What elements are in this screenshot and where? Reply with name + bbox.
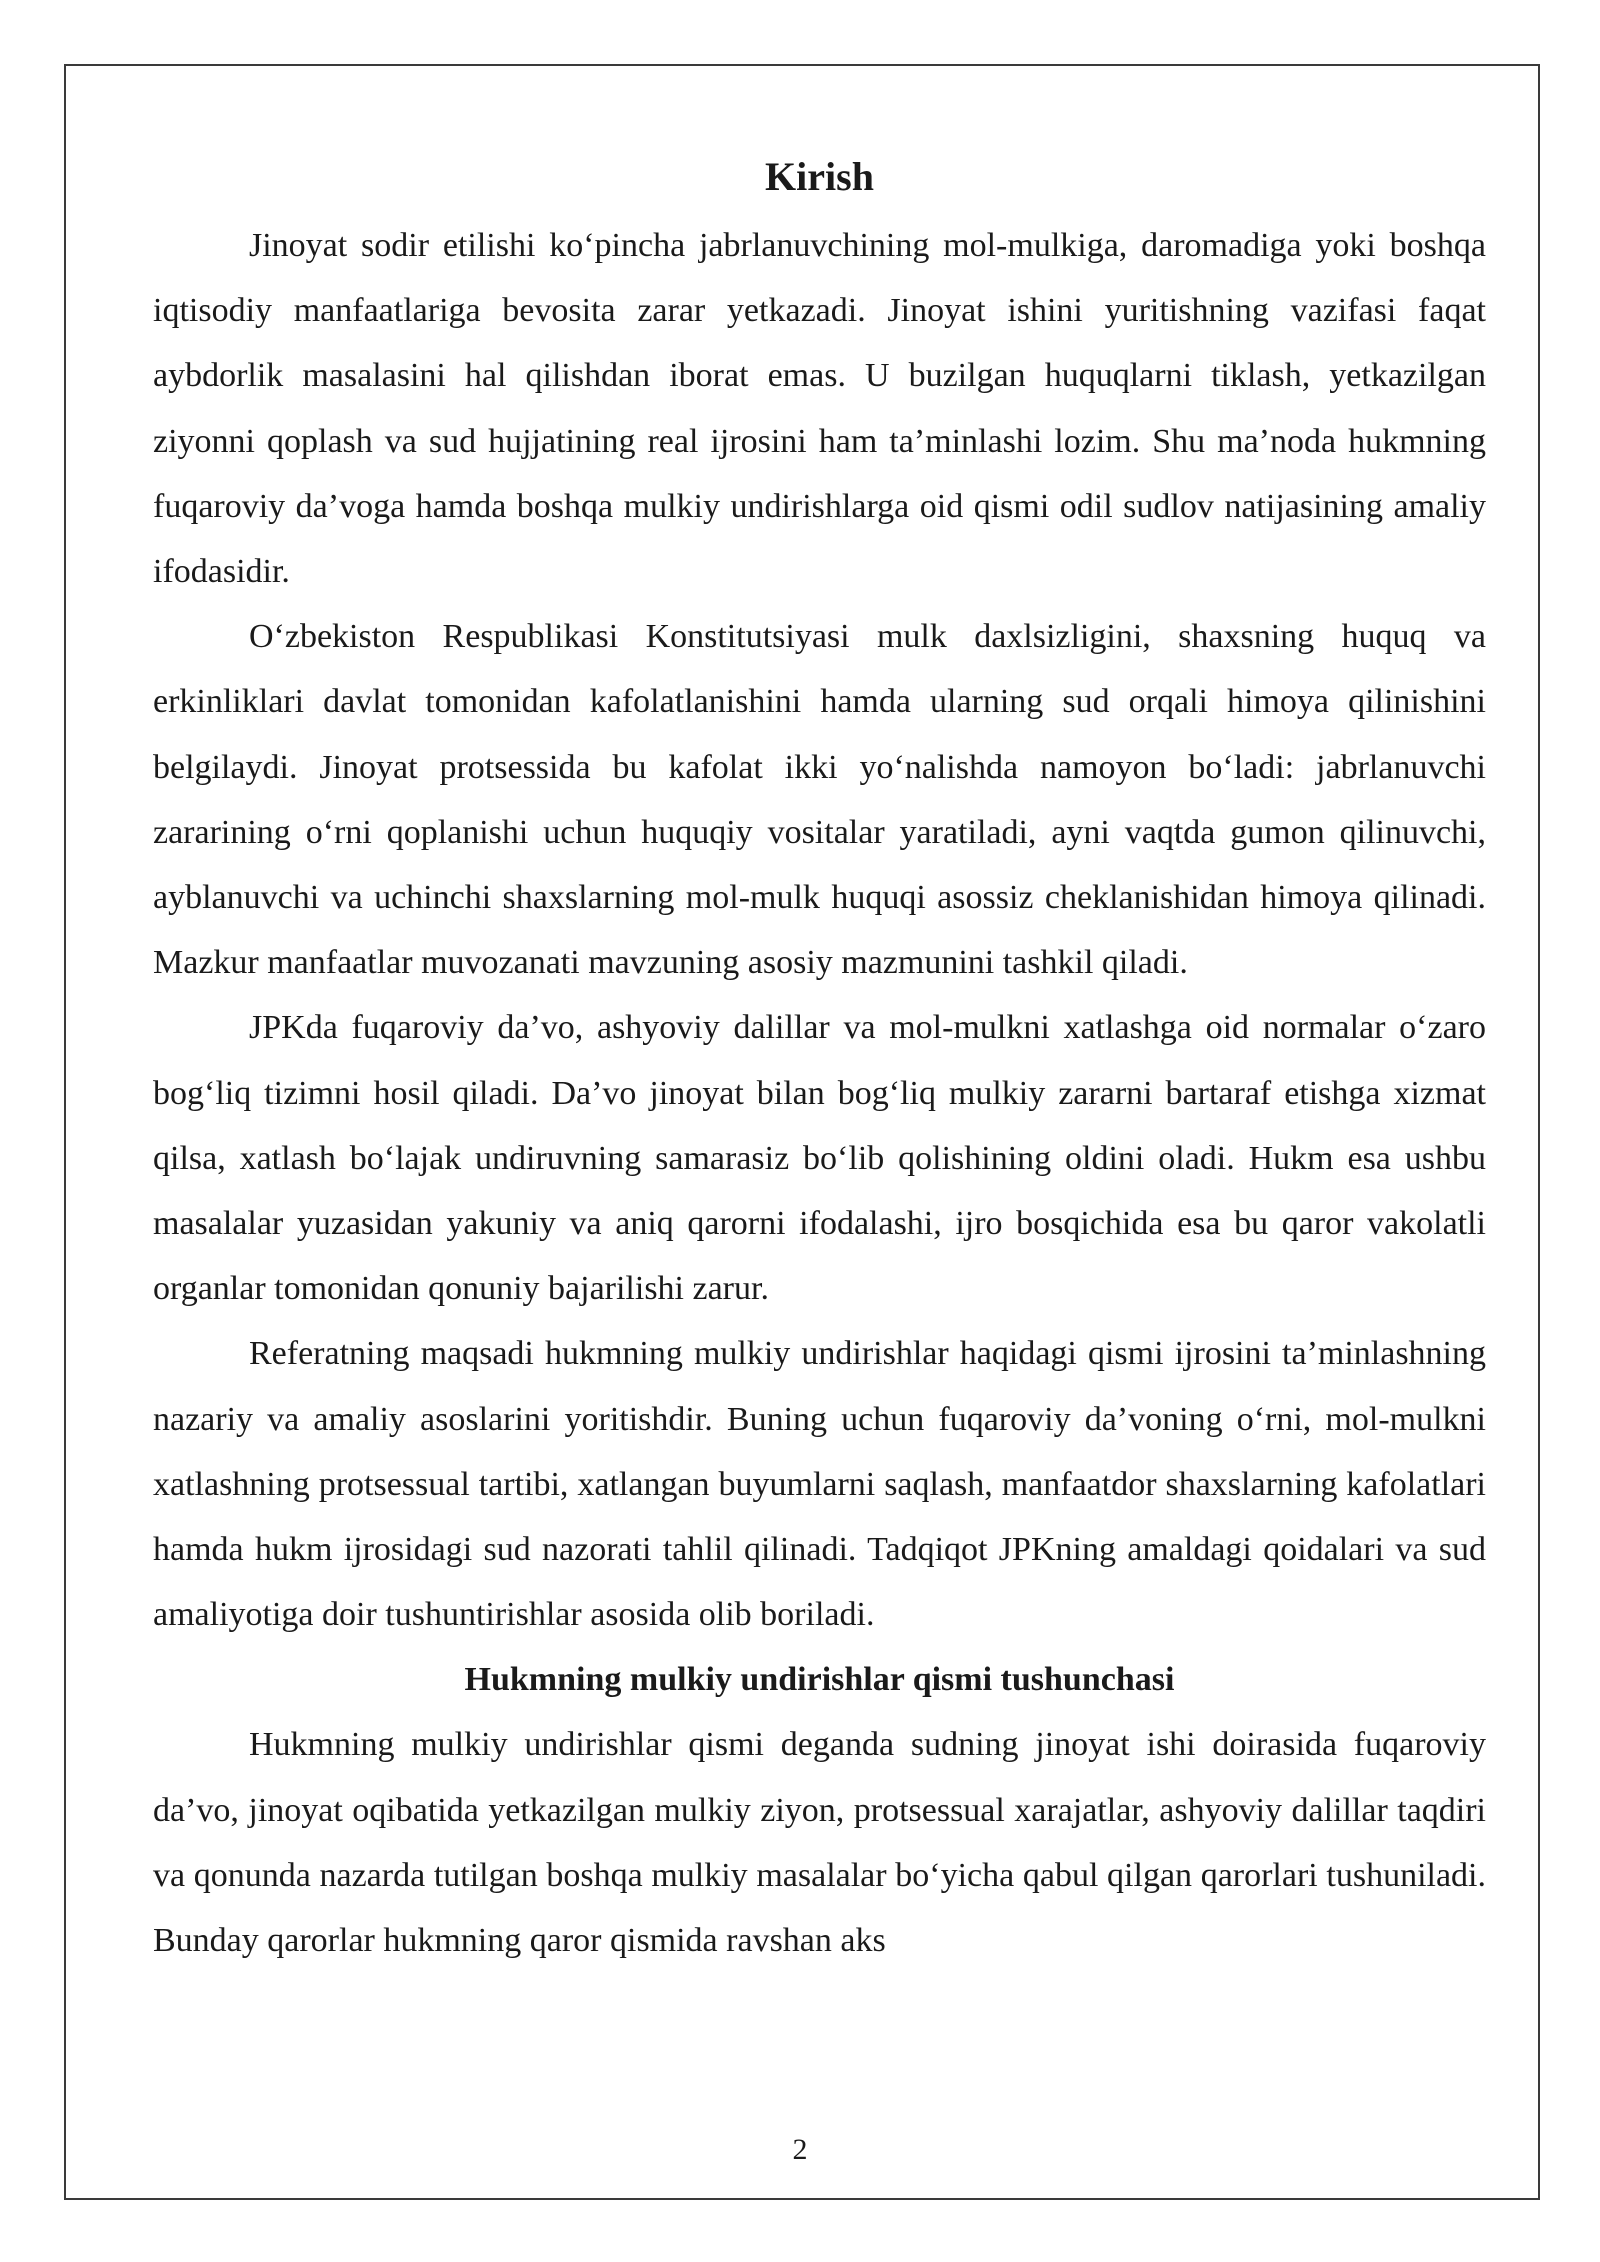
section-heading-concept: Hukmning mulkiy undirishlar qismi tushunchasi (464, 1661, 1175, 1699)
paragraph-intro-4: Referatning maqsadi hukmning mulkiy undirishlar haqidagi qismi ijrosini ta’minlashning nazariy va amaliy asoslarini yoritishdir. Buning uchun fuqaroviy da’voning o‘rni, mol-mulkni xatlashning protsessual tartibi, xatlangan buyumlarni saqlash, manfaatdor shaxslarning kafolatlari hamda hukm ijrosidagi sud nazorati tahlil qilinadi. Tadqiqot JPKning amaldagi qoidalari va sud amaliyotiga doir tushuntirishlar asosida olib boriladi. (153, 1335, 1486, 1634)
paragraph-intro-1: Jinoyat sodir etilishi ko‘pincha jabrlanuvchining mol-mulkiga, daromadiga yoki boshqa iqtisodiy manfaatlariga bevosita zarar yetkazadi. Jinoyat ishini yuritishning vazifasi faqat aybdorlik masalasini hal qilishdan iborat emas. U buzilgan huquqlarni tiklash, yetkazilgan ziyonni qoplash va sud hujjatining real ijrosini ham ta’minlashi lozim. Shu ma’noda hukmning fuqaroviy da’voga hamda boshqa mulkiy undirishlarga oid qismi odil sudlov natijasining amaliy ifodasidir. (153, 227, 1486, 591)
paragraph-intro-3: JPKda fuqaroviy da’vo, ashyoviy dalillar va mol-mulkni xatlashga oid normalar o‘zaro bog‘liq tizimni hosil qiladi. Da’vo jinoyat bilan bog‘liq mulkiy zararni bartaraf etishga xizmat qilsa, xatlash bo‘lajak undiruvning samarasiz bo‘lib qolishining oldini oladi. Hukm esa ushbu masalalar yuzasidan yakuniy va aniq qarorni ifodalashi, ijro bosqichida esa bu qaror vakolatli organlar tomonidan qonuniy bajarilishi zarur. (153, 1009, 1486, 1308)
paragraph-intro-2: O‘zbekiston Respublikasi Konstitutsiyasi mulk daxlsizligini, shaxsning huquq va erkinliklari davlat tomonidan kafolatlanishini hamda ularning sud orqali himoya qilinishini belgilaydi. Jinoyat protsessida bu kafolat ikki yo‘nalishda namoyon bo‘ladi: jabrlanuvchi zararining o‘rni qoplanishi uchun huquqiy vositalar yaratiladi, ayni vaqtda gumon qilinuvchi, ayblanuvchi va uchinchi shaxslarning mol-mulk huquqi asossiz cheklanishidan himoya qilinadi. Mazkur manfaatlar muvozanati mavzuning asosiy mazmunini tashkil qiladi. (153, 618, 1486, 982)
document-body (153, 141, 1486, 1973)
paragraph-section-1: Hukmning mulkiy undirishlar qismi deganda sudning jinoyat ishi doirasida fuqaroviy da’vo, jinoyat oqibatida yetkazilgan mulkiy ziyon, protsessual xarajatlar, ashyoviy dalillar taqdiri va qonunda nazarda tutilgan boshqa mulkiy masalalar bo‘yicha qabul qilgan qarorlari tushuniladi. Bunday qarorlar hukmning qaror qismida ravshan aks (153, 1726, 1486, 1960)
section-heading-kirish: Kirish (765, 154, 874, 199)
page-number: 2 (792, 2133, 808, 2166)
